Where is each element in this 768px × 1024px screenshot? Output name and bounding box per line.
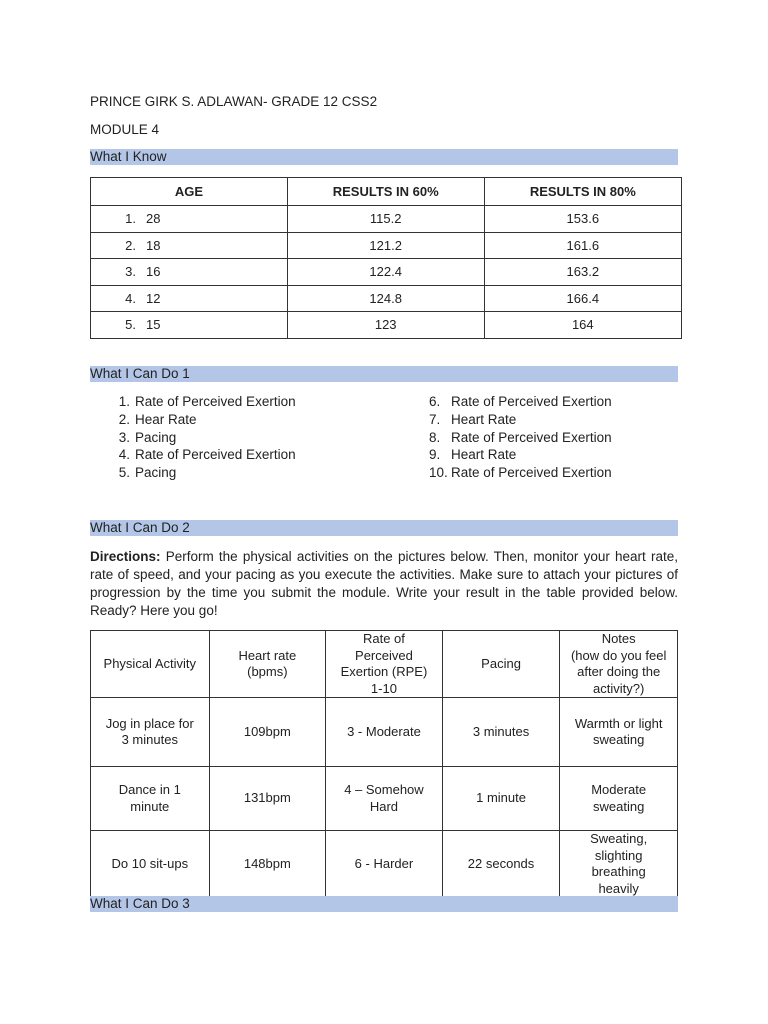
table-row — [91, 285, 682, 312]
age-value: 28 — [146, 211, 161, 227]
result-80-cell: 163.2 — [484, 259, 681, 286]
item-text: Rate of Perceived Exertion — [451, 429, 612, 445]
item-text: Rate of Perceived Exertion — [135, 394, 296, 409]
cell-text: minute — [130, 798, 170, 814]
heart-rate-cell: 131bpm — [209, 767, 326, 831]
header-text: Pacing — [481, 655, 521, 671]
row-number: 1. — [125, 211, 136, 227]
can-do-1-right-list — [429, 393, 612, 482]
list-item — [429, 411, 612, 429]
item-number: 10. — [429, 465, 448, 481]
can-do-1-left-list — [108, 393, 296, 482]
cell-text: Moderate — [591, 782, 647, 797]
rpe-cell — [326, 767, 443, 831]
row-number: 2. — [125, 237, 136, 253]
item-text: Rate of Perceived Exertion — [451, 394, 612, 409]
table-row — [91, 831, 678, 898]
result-60-cell: 121.2 — [287, 232, 484, 259]
list-item — [429, 446, 612, 464]
item-text: Rate of Perceived Exertion — [451, 465, 612, 481]
header-text: Notes — [601, 631, 636, 646]
cell-text: 4 – Somehow — [344, 782, 424, 797]
heart-rate-cell: 148bpm — [209, 831, 326, 898]
item-number: 5. — [118, 465, 130, 481]
activity-cell — [91, 831, 210, 898]
list-item — [108, 411, 296, 429]
rpe-cell — [326, 698, 443, 767]
column-header-results-60: RESULTS IN 60% — [287, 178, 484, 206]
header-text: Perceived — [355, 647, 413, 663]
result-80-cell: 164 — [484, 312, 681, 339]
result-60-cell: 115.2 — [287, 206, 484, 233]
header-text: Heart rate — [238, 647, 297, 663]
table-header-row — [91, 631, 678, 698]
list-item — [108, 393, 296, 411]
header-text: Physical Activity — [103, 655, 197, 671]
list-item — [108, 446, 296, 464]
activity-cell — [91, 767, 210, 831]
age-value: 16 — [146, 264, 161, 280]
pacing-cell: 22 seconds — [442, 831, 560, 898]
table-row — [91, 259, 682, 286]
item-number: 2. — [118, 411, 130, 427]
column-header-results-80: RESULTS IN 80% — [484, 178, 681, 206]
cell-text: Warmth or light — [574, 715, 663, 731]
activity-results-table — [90, 630, 678, 898]
what-i-know-table — [90, 177, 682, 339]
item-text: Heart Rate — [451, 447, 517, 463]
cell-text: Jog in place for — [105, 715, 194, 731]
item-number: 6. — [429, 394, 441, 409]
row-number: 3. — [125, 264, 136, 280]
row-number: 5. — [125, 317, 136, 333]
column-header-notes — [560, 631, 678, 698]
cell-text: slighting — [594, 847, 643, 863]
activity-cell — [91, 698, 210, 767]
cell-text: 6 - Harder — [354, 855, 414, 871]
table-row — [91, 767, 678, 831]
result-80-cell: 153.6 — [484, 206, 681, 233]
list-item — [108, 429, 296, 447]
table-row — [91, 232, 682, 259]
directions-label: Directions: — [90, 549, 161, 564]
result-60-cell: 122.4 — [287, 259, 484, 286]
directions-paragraph — [90, 548, 678, 620]
item-number: 1. — [118, 394, 130, 409]
result-80-cell: 161.6 — [484, 232, 681, 259]
column-header-activity — [91, 631, 210, 698]
cell-text: Do 10 sit-ups — [111, 855, 189, 871]
cell-text: sweating — [593, 798, 645, 814]
item-number: 8. — [429, 429, 441, 445]
cell-text: sweating — [593, 732, 645, 747]
list-item — [108, 464, 296, 482]
list-item — [429, 464, 612, 482]
header-text: 1-10 — [370, 680, 397, 696]
header-text: (bpms) — [247, 664, 288, 679]
item-number: 3. — [118, 429, 130, 445]
column-header-heart-rate — [209, 631, 326, 698]
row-number: 4. — [125, 290, 136, 306]
result-60-cell: 124.8 — [287, 285, 484, 312]
result-60-cell: 123 — [287, 312, 484, 339]
item-text: Hear Rate — [135, 411, 197, 427]
result-80-cell: 166.4 — [484, 285, 681, 312]
column-header-pacing — [442, 631, 560, 698]
header-text: after doing the — [577, 664, 661, 679]
pacing-cell: 3 minutes — [442, 698, 560, 767]
notes-cell — [560, 831, 678, 898]
item-text: Rate of Perceived Exertion — [135, 447, 296, 463]
notes-cell — [560, 767, 678, 831]
age-cell — [91, 285, 288, 312]
section-can-do-1-heading: What I Can Do 1 — [90, 366, 678, 382]
table-header-row — [91, 178, 682, 206]
header-text: activity?) — [593, 680, 645, 696]
item-number: 4. — [118, 447, 130, 463]
cell-text: breathing — [591, 864, 646, 879]
cell-text: 3 - Moderate — [347, 723, 421, 739]
heart-rate-cell: 109bpm — [209, 698, 326, 767]
table-row — [91, 698, 678, 767]
age-cell — [91, 259, 288, 286]
age-cell — [91, 206, 288, 233]
item-text: Heart Rate — [451, 411, 517, 427]
item-number: 9. — [429, 447, 441, 463]
cell-text: Hard — [369, 798, 399, 814]
cell-text: Dance in 1 — [118, 782, 181, 797]
section-what-i-know-heading: What I Know — [90, 149, 678, 165]
student-name-line: PRINCE GIRK S. ADLAWAN- GRADE 12 CSS2 — [90, 94, 378, 109]
header-text: (how do you feel — [570, 647, 667, 663]
pacing-cell: 1 minute — [442, 767, 560, 831]
age-value: 15 — [146, 317, 161, 333]
directions-text: Perform the physical activities on the pictures below. Then, monitor your heart rate, rate of speed, and your pacing as you execute the activities. Make sure to attach your pictures of progression by the time you submit the module. Write your result in the table provided below. Ready? Here you go! — [90, 549, 678, 618]
column-header-rpe — [326, 631, 443, 698]
cell-text: Sweating, — [590, 831, 648, 846]
item-text: Pacing — [135, 429, 177, 445]
header-text: Exertion (RPE) — [340, 664, 428, 679]
section-can-do-3-heading: What I Can Do 3 — [90, 896, 678, 912]
age-value: 18 — [146, 237, 161, 253]
header-text: Rate of — [362, 631, 405, 646]
rpe-cell — [326, 831, 443, 898]
column-header-age: AGE — [91, 178, 288, 206]
age-value: 12 — [146, 290, 161, 306]
list-item — [429, 429, 612, 447]
module-label: MODULE 4 — [90, 122, 160, 137]
age-cell — [91, 232, 288, 259]
notes-cell — [560, 698, 678, 767]
cell-text: 3 minutes — [121, 732, 178, 747]
list-item — [429, 393, 612, 411]
age-cell — [91, 312, 288, 339]
item-text: Pacing — [135, 465, 177, 481]
item-number: 7. — [429, 411, 441, 427]
table-row — [91, 206, 682, 233]
section-can-do-2-heading: What I Can Do 2 — [90, 520, 678, 536]
cell-text: heavily — [598, 880, 639, 896]
table-row — [91, 312, 682, 339]
